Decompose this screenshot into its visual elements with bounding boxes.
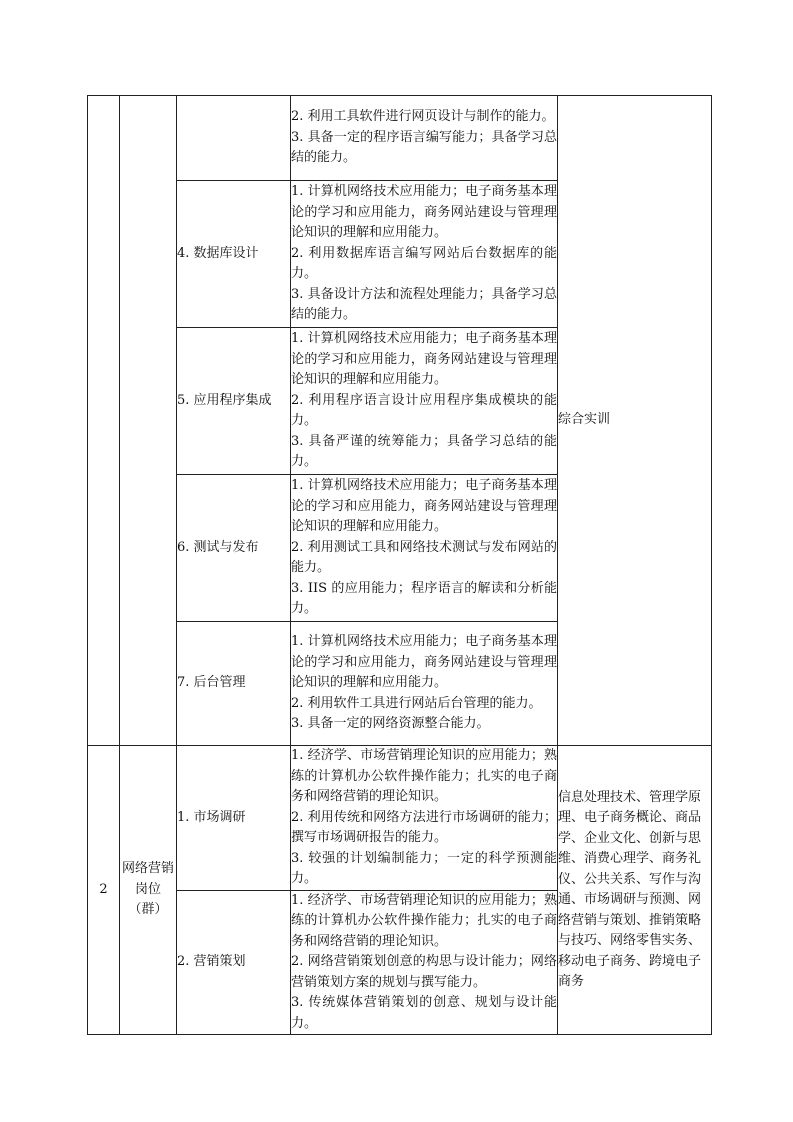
task-cell: 2. 营销策划: [177, 890, 291, 1035]
ability-item: 1. 经济学、市场营销理论知识的应用能力；熟练的计算机办公软件操作能力；扎实的电子商务和网络营销的理论知识。: [291, 892, 557, 949]
ability-item: 1. 计算机网络技术应用能力；电子商务基本理论的学习和应用能力，商务网站建设与管理理论知识的理解和应用能力。: [291, 331, 557, 388]
ability-cell: [291, 96, 558, 181]
ability-item: 2. 利用数据库语言编写网站后台数据库的能力。: [291, 245, 557, 282]
task-cell: [177, 96, 291, 181]
ability-item: 1. 计算机网络技术应用能力；电子商务基本理论的学习和应用能力，商务网站建设与管理理论知识的理解和应用能力。: [291, 184, 557, 241]
ability-item: 1. 计算机网络技术应用能力；电子商务基本理论的学习和应用能力，商务网站建设与管理理论知识的理解和应用能力。: [291, 634, 557, 691]
ability-item: 2. 利用测试工具和网络技术测试与发布网站的能力。: [291, 539, 557, 576]
ability-item: 2. 利用工具软件进行网页设计与制作的能力。: [291, 109, 555, 125]
ability-cell: [291, 890, 558, 1035]
task-cell: 5. 应用程序集成: [177, 328, 291, 475]
group-number-cell: [88, 96, 120, 746]
course-cell: 综合实训: [558, 96, 712, 746]
ability-item: 3. 具备严谨的统筹能力；具备学习总结的能力。: [291, 433, 557, 470]
task-cell: 4. 数据库设计: [177, 181, 291, 328]
course-cell: 信息处理技术、管理学原理、电子商务概论、商品学、企业文化、创新与思维、消费心理学、商务礼仪、公共关系、写作与沟通、市场调研与预测、网络营销与策划、推销策略与技巧、网络零售实务、移动电子商务、跨境电子商务: [558, 746, 712, 1035]
ability-item: 3. 传统媒体营销策划的创意、规划与设计能力。: [291, 995, 557, 1031]
group-number-cell: 2: [88, 746, 120, 1035]
ability-item: 3. 具备一定的程序语言编写能力；具备学习总结的能力。: [291, 129, 557, 166]
ability-item: 2. 利用软件工具进行网站后台管理的能力。: [291, 695, 542, 711]
ability-item: 2. 利用程序语言设计应用程序集成模块的能力。: [291, 392, 557, 429]
ability-item: 3. 具备设计方法和流程处理能力；具备学习总结的能力。: [291, 286, 557, 323]
ability-item: 3. 较强的计划编制能力；一定的科学预测能力。: [291, 850, 557, 886]
curriculum-table: [87, 95, 712, 1035]
ability-item: 3. 具备一定的网络资源整合能力。: [291, 716, 490, 732]
ability-item: 3. IIS 的应用能力；程序语言的解读和分析能力。: [291, 580, 557, 617]
ability-item: 2. 网络营销策划创意的构思与设计能力；网络营销策划方案的规划与撰写能力。: [291, 954, 557, 990]
ability-item: 2. 利用传统和网络方法进行市场调研的能力；撰写市场调研报告的能力。: [291, 809, 557, 845]
ability-cell: [291, 328, 558, 475]
table-row: [88, 746, 712, 891]
ability-item: 1. 经济学、市场营销理论知识的应用能力；熟练的计算机办公软件操作能力；扎实的电子商务和网络营销的理论知识。: [291, 748, 557, 804]
ability-cell: [291, 622, 558, 746]
group-position-cell: [120, 96, 177, 746]
task-cell: 1. 市场调研: [177, 746, 291, 891]
ability-cell: [291, 475, 558, 622]
group-position-cell: 网络营销岗位（群）: [120, 746, 177, 1035]
ability-item: 1. 计算机网络技术应用能力；电子商务基本理论的学习和应用能力，商务网站建设与管理理论知识的理解和应用能力。: [291, 478, 557, 535]
task-cell: 7. 后台管理: [177, 622, 291, 746]
table-row: [88, 96, 712, 181]
ability-cell: [291, 746, 558, 891]
task-cell: 6. 测试与发布: [177, 475, 291, 622]
ability-cell: [291, 181, 558, 328]
